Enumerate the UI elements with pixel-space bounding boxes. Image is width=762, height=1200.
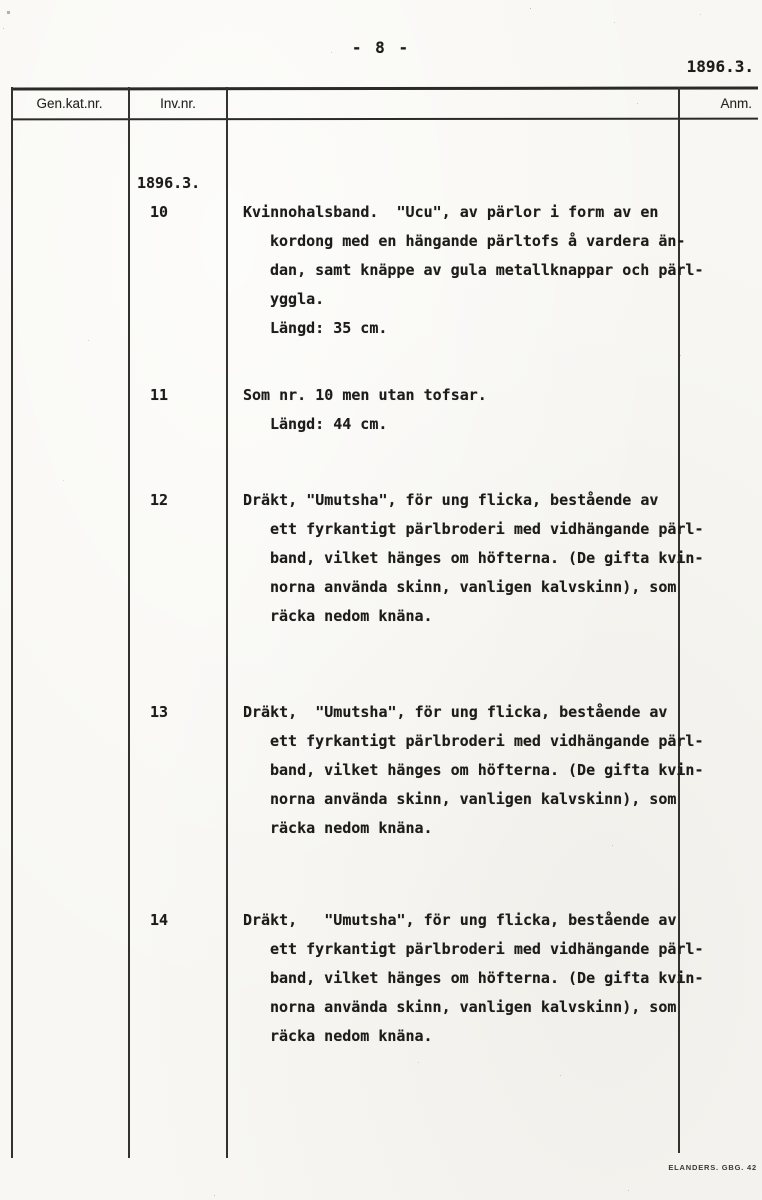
entry-line: Dräkt, "Umutsha", för ung flicka, bestående av: [243, 911, 677, 929]
entry-line: band, vilket hänges om höfterna. (De gifta kvin-: [270, 761, 704, 779]
entry-line: räcka nedom knäna.: [270, 1027, 433, 1045]
entry-description: [243, 381, 693, 439]
entry-line: Kvinnohalsband. "Ucu", av pärlor i form av en: [243, 203, 659, 221]
table-column-rule-2: [226, 87, 228, 1158]
entry-line: Längd: 44 cm.: [270, 415, 388, 433]
entry-line: ett fyrkantigt pärlbroderi med vidhängande pärl-: [270, 520, 704, 538]
entry-line: band, vilket hänges om höfterna. (De gifta kvin-: [270, 549, 704, 567]
group-label-1896-3: 1896.3.: [137, 174, 201, 192]
entry-line: räcka nedom knäna.: [270, 607, 433, 625]
entry-line: yggla.: [270, 290, 325, 308]
inv-nr: 14: [150, 911, 169, 929]
table-left-border: [11, 87, 13, 1158]
table-top-rule: [11, 86, 758, 90]
entry-description: [243, 198, 704, 343]
year-reference: 1896.3.: [686, 57, 754, 76]
entry-line: band, vilket hänges om höfterna. (De gifta kvin-: [270, 969, 704, 987]
column-header-inv-nr: Inv.nr.: [160, 96, 196, 111]
entry-line: ett fyrkantigt pärlbroderi med vidhängande pärl-: [270, 940, 704, 958]
entry-line: kordong med en hängande pärltofs å vardera än-: [270, 232, 686, 250]
entry-description: [243, 698, 704, 843]
page-number: - 8 -: [351, 38, 411, 57]
entry-line: Dräkt, "Umutsha", för ung flicka, bestående av: [243, 491, 659, 509]
entry-line: Längd: 35 cm.: [270, 319, 388, 337]
table-column-rule-1: [128, 87, 130, 1158]
inv-nr: 10: [150, 203, 169, 221]
table-header-rule: [11, 118, 758, 121]
inv-nr: 13: [150, 703, 169, 721]
inv-nr: 11: [150, 386, 169, 404]
entry-line: dan, samt knäppe av gula metallknappar och pärl-: [270, 261, 704, 279]
entry-line: Dräkt, "Umutsha", för ung flicka, bestående av: [243, 703, 668, 721]
entry-line: räcka nedom knäna.: [270, 819, 433, 837]
printer-mark: ELANDERS. GBG. 42: [668, 1163, 757, 1172]
column-header-anm: Anm.: [720, 96, 752, 111]
entry-line: norna använda skinn, vanligen kalvskinn), som: [270, 998, 677, 1016]
entry-line: Som nr. 10 men utan tofsar.: [243, 386, 487, 404]
entry-line: norna använda skinn, vanligen kalvskinn), som: [270, 790, 677, 808]
entry-description: [243, 906, 704, 1051]
inv-nr: 12: [150, 491, 169, 509]
entry-description: [243, 486, 704, 631]
scan-noise-layer: [0, 0, 1, 1]
entry-line: ett fyrkantigt pärlbroderi med vidhängande pärl-: [270, 732, 704, 750]
entry-line: norna använda skinn, vanligen kalvskinn), som: [270, 578, 677, 596]
column-header-gen-kat-nr: Gen.kat.nr.: [36, 96, 103, 111]
